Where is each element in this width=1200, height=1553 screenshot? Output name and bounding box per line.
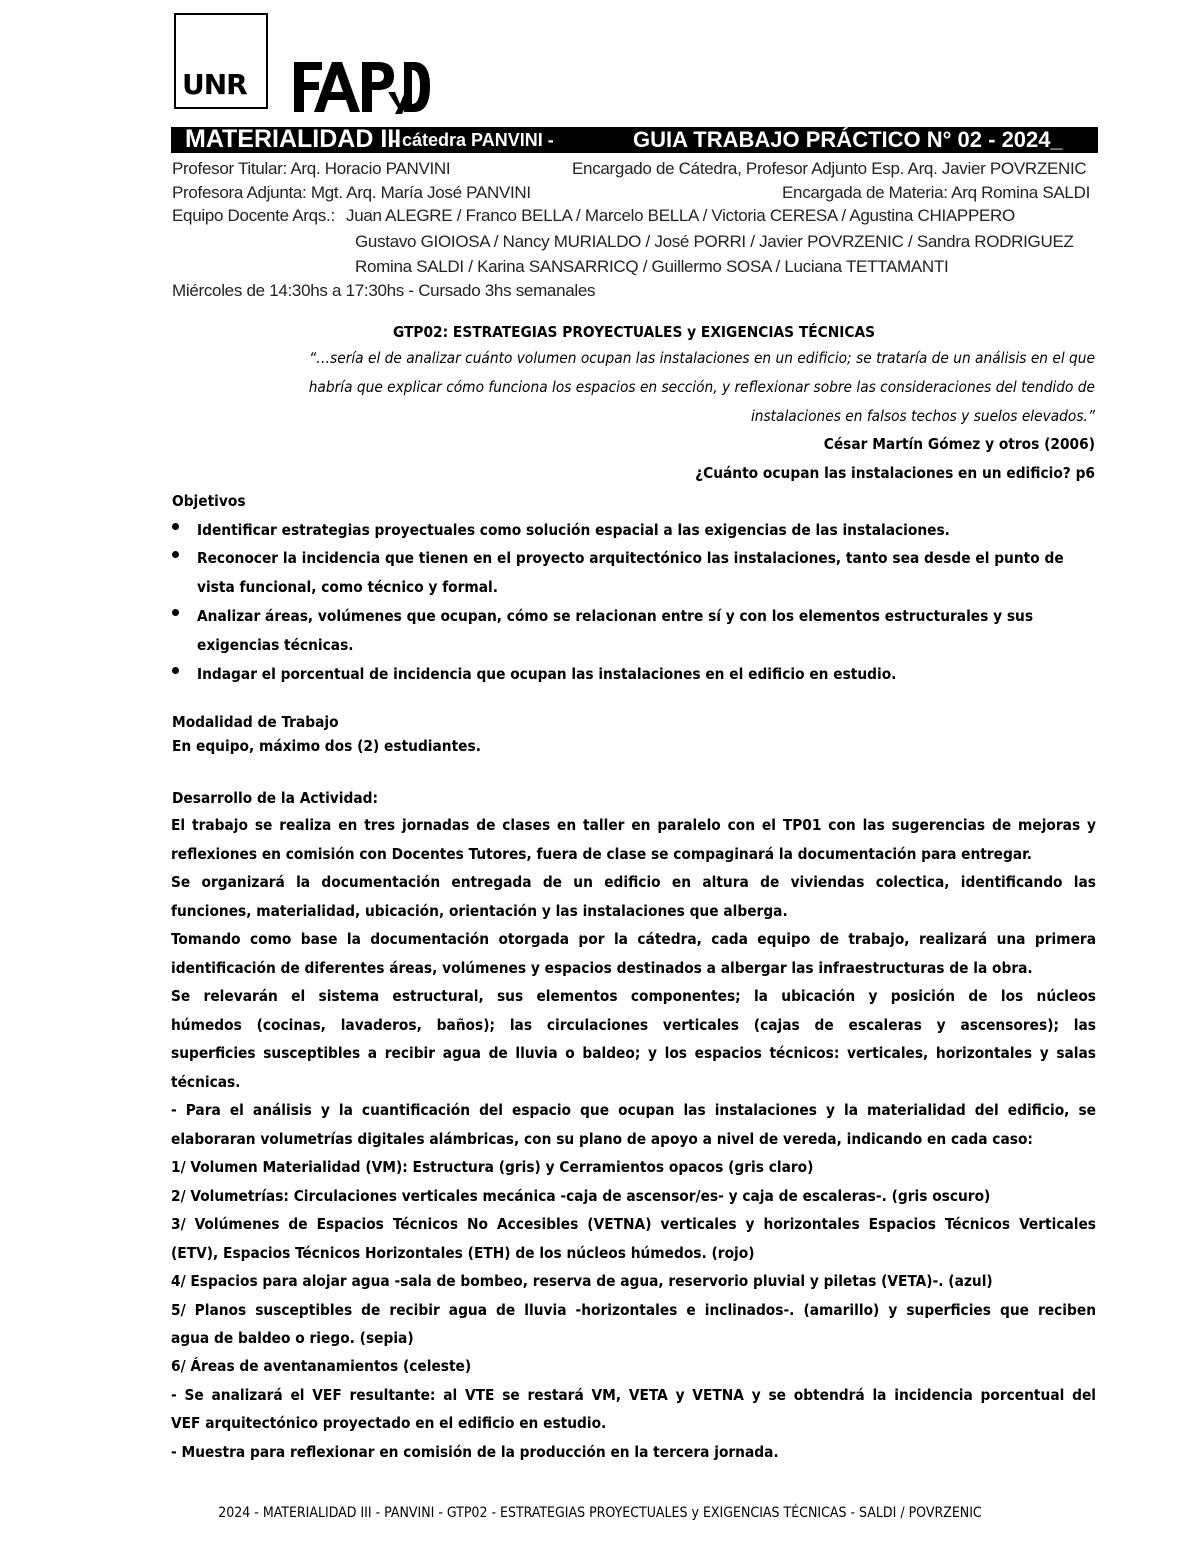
objective-text: Analizar áreas, volúmenes que ocupan, cómo se relacionan entre sí y con los elementos estructurales y sus exigencias técnicas. xyxy=(197,607,1034,654)
bullet-icon xyxy=(172,667,179,674)
development-line: superficies susceptibles a recibir agua de lluvia o baldeo; y los espacios técnicos: verticales, horizontales y salas xyxy=(171,1044,1096,1062)
bullet-icon xyxy=(172,551,179,558)
development-line: agua de baldeo o riego. (sepia) xyxy=(171,1329,414,1347)
development-line: - Para el análisis y la cuantificación del espacio que ocupan las instalaciones y la materialidad del edificio, se xyxy=(171,1101,1096,1119)
staff-encargado: Encargado de Cátedra, Profesor Adjunto Esp. Arq. Javier POVRZENIC xyxy=(572,159,1087,178)
development-line: 3/ Volúmenes de Espacios Técnicos No Accesibles (VETNA) verticales y horizontales Espacios Técnicos Verticales xyxy=(171,1215,1096,1233)
quote-line-1: “…sería el de analizar cuánto volumen ocupan las instalaciones en un edificio; se trataría de un análisis en el que xyxy=(309,349,1095,367)
development-heading: Desarrollo de la Actividad: xyxy=(172,789,378,807)
development-line: funciones, materialidad, ubicación, orientación y las instalaciones que alberga. xyxy=(171,902,788,920)
development-line: elaboraran volumetrías digitales alámbricas, con su plano de apoyo a nivel de vereda, indicando en cada caso: xyxy=(171,1130,1033,1148)
schedule: Miércoles de 14:30hs a 17:30hs - Cursado 3hs semanales xyxy=(172,281,596,300)
modality-text: En equipo, máximo dos (2) estudiantes. xyxy=(172,737,481,755)
development-line: - Se analizará el VEF resultante: al VTE se restará VM, VETA y VETNA y se obtendrá la incidencia porcentual del xyxy=(171,1386,1096,1404)
quote-line-2: habría que explicar cómo funciona los espacios en sección, y reflexionar sobre las consideraciones del tendido de xyxy=(308,378,1095,396)
objectives-heading: Objetivos xyxy=(172,492,246,510)
staff-equipo-line-1: Juan ALEGRE / Franco BELLA / Marcelo BELLA / Victoria CERESA / Agustina CHIAPPERO xyxy=(346,206,1015,225)
development-line: 4/ Espacios para alojar agua -sala de bombeo, reserva de agua, reservorio pluvial y piletas (VETA)-. (azul) xyxy=(171,1272,993,1290)
staff-encargada: Encargada de Materia: Arq Romina SALDI xyxy=(782,183,1090,202)
bullet-icon xyxy=(172,523,179,530)
development-line: reflexiones en comisión con Docentes Tutores, fuera de clase se compaginará la documentación para entregar. xyxy=(171,845,1032,863)
modality-heading: Modalidad de Trabajo xyxy=(172,713,339,731)
development-line: técnicas. xyxy=(171,1073,241,1091)
bullet-icon xyxy=(172,609,179,616)
unr-logo xyxy=(174,13,268,109)
unr-logo-text: UNR xyxy=(182,68,247,101)
quote-source: ¿Cuánto ocupan las instalaciones en un edificio? p6 xyxy=(695,464,1095,482)
objective-item xyxy=(170,516,1100,544)
page-title: GTP02: ESTRATEGIAS PROYECTUALES y EXIGENCIAS TÉCNICAS xyxy=(392,323,876,341)
page-footer: 2024 - MATERIALIDAD III - PANVINI - GTP02 - ESTRATEGIAS PROYECTUALES y EXIGENCIAS TÉCNICAS - SALDI / POVRZENIC xyxy=(218,1505,982,1521)
development-line: Tomando como base la documentación otorgada por la cátedra, cada equipo de trabajo, realizará una primera xyxy=(171,930,1096,948)
objective-text: Indagar el porcentual de incidencia que ocupan las instalaciones en el edificio en estudio. xyxy=(197,665,897,683)
staff-titular: Profesor Titular: Arq. Horacio PANVINI xyxy=(172,159,451,178)
development-line: (ETV), Espacios Técnicos Horizontales (ETH) de los núcleos húmedos. (rojo) xyxy=(171,1244,755,1262)
objective-text: Identificar estrategias proyectuales como solución espacial a las exigencias de las instalaciones. xyxy=(197,521,950,539)
development-line: 5/ Planos susceptibles de recibir agua de lluvia -horizontales e inclinados-. (amarillo) y superficies que reciben xyxy=(171,1301,1096,1319)
development-line: - Muestra para reflexionar en comisión de la producción en la tercera jornada. xyxy=(171,1443,779,1461)
staff-adjunta: Profesora Adjunta: Mgt. Arq. María José PANVINI xyxy=(172,183,531,202)
development-line: húmedos (cocinas, lavaderos, baños); las circulaciones verticales (cajas de escaleras y ascensores); las xyxy=(171,1016,1096,1034)
guide-label: GUIA TRABAJO PRÁCTICO N° 02 - 2024_ xyxy=(633,127,1063,152)
development-line: Se relevarán el sistema estructural, sus elementos componentes; la ubicación y posición de los núcleos xyxy=(171,987,1096,1005)
development-line: identificación de diferentes áreas, volúmenes y espacios destinados a albergar las infraestructuras de la obra. xyxy=(171,959,1033,977)
course-title: MATERIALIDAD III xyxy=(185,127,402,153)
development-line: 6/ Áreas de aventanamientos (celeste) xyxy=(171,1357,472,1375)
objective-item xyxy=(170,602,1100,660)
development-line: 2/ Volumetrías: Circulaciones verticales mecánica -caja de ascensor/es- y caja de escaleras-. (gris oscuro) xyxy=(171,1187,991,1205)
fapyd-logo xyxy=(292,56,432,116)
objective-item xyxy=(170,544,1100,602)
objective-item xyxy=(170,660,1100,688)
staff-equipo-line-3: Romina SALDI / Karina SANSARRICQ / Guillermo SOSA / Luciana TETTAMANTI xyxy=(355,257,949,276)
staff-equipo-line-2: Gustavo GIOIOSA / Nancy MURIALDO / José PORRI / Javier POVRZENIC / Sandra RODRIGUEZ xyxy=(355,232,1074,251)
development-line: VEF arquitectónico proyectado en el edificio en estudio. xyxy=(171,1414,607,1432)
course-header-bar xyxy=(171,127,1098,153)
development-line: Se organizará la documentación entregada de un edificio en altura de viviendas colectica, identificando las xyxy=(171,873,1096,891)
staff-equipo-label: Equipo Docente Arqs.: xyxy=(172,206,335,225)
objective-text: Reconocer la incidencia que tienen en el proyecto arquitectónico las instalaciones, tanto sea desde el punto de vista funcional, como técnico y formal. xyxy=(197,549,1064,596)
quote-author: César Martín Gómez y otros (2006) xyxy=(823,435,1095,453)
quote-line-3: instalaciones en falsos techos y suelos elevados.” xyxy=(750,407,1095,425)
development-line: 1/ Volumen Materialidad (VM): Estructura (gris) y Cerramientos opacos (gris claro) xyxy=(171,1158,814,1176)
development-line: El trabajo se realiza en tres jornadas de clases en taller en paralelo con el TP01 con las sugerencias de mejoras y xyxy=(171,816,1096,834)
cathedra-label: - cátedra PANVINI - xyxy=(391,130,554,150)
